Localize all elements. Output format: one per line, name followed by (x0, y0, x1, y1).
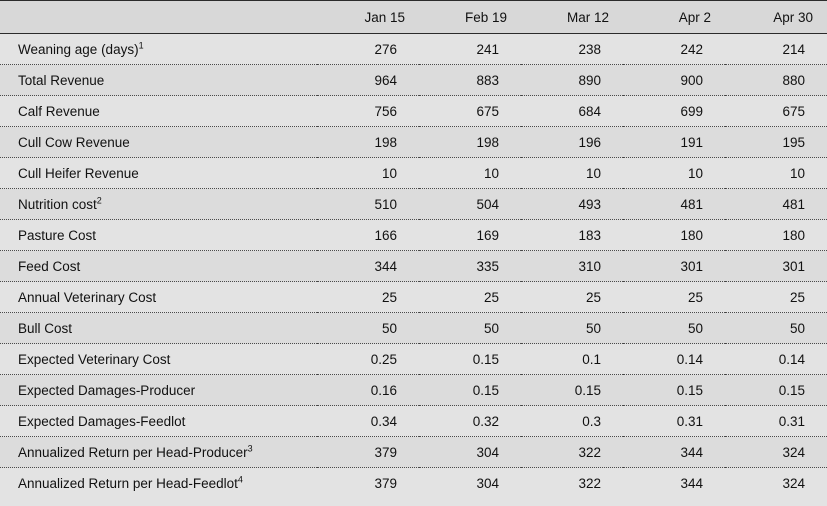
cell-value: 0.14 (725, 344, 827, 375)
cell-value: 50 (623, 313, 725, 344)
cell-value: 0.34 (317, 406, 419, 437)
cell-value: 276 (317, 34, 419, 65)
cell-value: 50 (317, 313, 419, 344)
column-header-1: Feb 19 (419, 1, 521, 34)
cell-value: 699 (623, 96, 725, 127)
cell-value: 493 (521, 189, 623, 220)
column-header-3: Apr 2 (623, 1, 725, 34)
cell-value: 0.31 (725, 406, 827, 437)
cell-value: 481 (623, 189, 725, 220)
row-label-text: Expected Damages-Feedlot (18, 414, 186, 429)
row-label (0, 34, 317, 65)
column-header-label (0, 1, 317, 34)
row-label (0, 344, 317, 375)
row-label-text: Cull Cow Revenue (18, 135, 130, 150)
table-row (0, 282, 827, 313)
row-label-text: Bull Cost (18, 321, 73, 336)
cell-value: 344 (623, 437, 725, 468)
table-row (0, 220, 827, 251)
table-row (0, 437, 827, 468)
cell-value: 310 (521, 251, 623, 282)
cell-value: 900 (623, 65, 725, 96)
table-row (0, 158, 827, 189)
row-label (0, 313, 317, 344)
cell-value: 180 (725, 220, 827, 251)
cell-value: 25 (317, 282, 419, 313)
table-row (0, 251, 827, 282)
row-label (0, 65, 317, 96)
row-label-text: Expected Damages-Producer (18, 383, 196, 398)
row-label (0, 127, 317, 158)
cell-value: 0.15 (725, 375, 827, 406)
cell-value: 324 (725, 437, 827, 468)
table-row (0, 344, 827, 375)
row-label (0, 468, 317, 499)
cell-value: 198 (419, 127, 521, 158)
cell-value: 242 (623, 34, 725, 65)
cell-value: 166 (317, 220, 419, 251)
row-label-footnote: 3 (247, 443, 253, 454)
cell-value: 10 (623, 158, 725, 189)
row-label-text: Nutrition cost (18, 197, 97, 212)
cell-value: 304 (419, 437, 521, 468)
cell-value: 301 (725, 251, 827, 282)
cell-value: 322 (521, 468, 623, 499)
row-label-footnote: 2 (96, 195, 102, 206)
table-row (0, 313, 827, 344)
row-label (0, 282, 317, 313)
cell-value: 183 (521, 220, 623, 251)
cell-value: 0.14 (623, 344, 725, 375)
cell-value: 198 (317, 127, 419, 158)
table-header (0, 1, 827, 34)
row-label (0, 96, 317, 127)
cell-value: 25 (521, 282, 623, 313)
row-label (0, 189, 317, 220)
cell-value: 50 (419, 313, 521, 344)
row-label-text: Annualized Return per Head-Feedlot (18, 476, 238, 491)
cell-value: 756 (317, 96, 419, 127)
cell-value: 0.15 (623, 375, 725, 406)
row-label-footnote: 1 (138, 40, 144, 51)
cell-value: 322 (521, 437, 623, 468)
cell-value: 675 (725, 96, 827, 127)
cell-value: 25 (419, 282, 521, 313)
column-header-2: Mar 12 (521, 1, 623, 34)
row-label-text: Pasture Cost (18, 228, 97, 243)
cell-value: 0.16 (317, 375, 419, 406)
row-label (0, 406, 317, 437)
cell-value: 0.25 (317, 344, 419, 375)
row-label-text: Annualized Return per Head-Producer (18, 445, 248, 460)
row-label-text: Annual Veterinary Cost (18, 290, 157, 305)
row-label-text: Weaning age (days) (18, 42, 139, 57)
cell-value: 0.1 (521, 344, 623, 375)
column-header-4: Apr 30 (725, 1, 827, 34)
cell-value: 10 (419, 158, 521, 189)
cell-value: 504 (419, 189, 521, 220)
cell-value: 10 (317, 158, 419, 189)
cell-value: 25 (725, 282, 827, 313)
row-label (0, 437, 317, 468)
row-label-text: Expected Veterinary Cost (18, 352, 171, 367)
cell-value: 675 (419, 96, 521, 127)
cell-value: 241 (419, 34, 521, 65)
cell-value: 214 (725, 34, 827, 65)
cell-value: 0.32 (419, 406, 521, 437)
cell-value: 964 (317, 65, 419, 96)
table-row (0, 34, 827, 65)
cell-value: 880 (725, 65, 827, 96)
row-label-footnote: 4 (237, 474, 243, 485)
table-header-row (0, 1, 827, 34)
cell-value: 10 (725, 158, 827, 189)
cell-value: 0.3 (521, 406, 623, 437)
cell-value: 379 (317, 437, 419, 468)
cell-value: 50 (521, 313, 623, 344)
cell-value: 0.15 (419, 375, 521, 406)
cell-value: 344 (623, 468, 725, 499)
table-row (0, 96, 827, 127)
row-label (0, 158, 317, 189)
cell-value: 304 (419, 468, 521, 499)
cell-value: 0.31 (623, 406, 725, 437)
cell-value: 191 (623, 127, 725, 158)
cell-value: 169 (419, 220, 521, 251)
cell-value: 195 (725, 127, 827, 158)
table-row (0, 375, 827, 406)
cell-value: 684 (521, 96, 623, 127)
cell-value: 890 (521, 65, 623, 96)
cell-value: 25 (623, 282, 725, 313)
cell-value: 301 (623, 251, 725, 282)
row-label (0, 375, 317, 406)
cell-value: 379 (317, 468, 419, 499)
column-header-0: Jan 15 (317, 1, 419, 34)
table-row (0, 189, 827, 220)
cell-value: 180 (623, 220, 725, 251)
table-body (0, 34, 827, 499)
cell-value: 510 (317, 189, 419, 220)
table-row (0, 65, 827, 96)
row-label-text: Feed Cost (18, 259, 81, 274)
table-row (0, 468, 827, 499)
cell-value: 0.15 (521, 375, 623, 406)
row-label-text: Total Revenue (18, 73, 105, 88)
cell-value: 344 (317, 251, 419, 282)
row-label (0, 251, 317, 282)
cell-value: 50 (725, 313, 827, 344)
row-label-text: Calf Revenue (18, 104, 100, 119)
table-row (0, 406, 827, 437)
cell-value: 883 (419, 65, 521, 96)
cell-value: 10 (521, 158, 623, 189)
cell-value: 0.15 (419, 344, 521, 375)
cell-value: 335 (419, 251, 521, 282)
row-label (0, 220, 317, 251)
cell-value: 238 (521, 34, 623, 65)
table-row (0, 127, 827, 158)
row-label-text: Cull Heifer Revenue (18, 166, 139, 181)
cell-value: 196 (521, 127, 623, 158)
cell-value: 481 (725, 189, 827, 220)
cell-value: 324 (725, 468, 827, 499)
